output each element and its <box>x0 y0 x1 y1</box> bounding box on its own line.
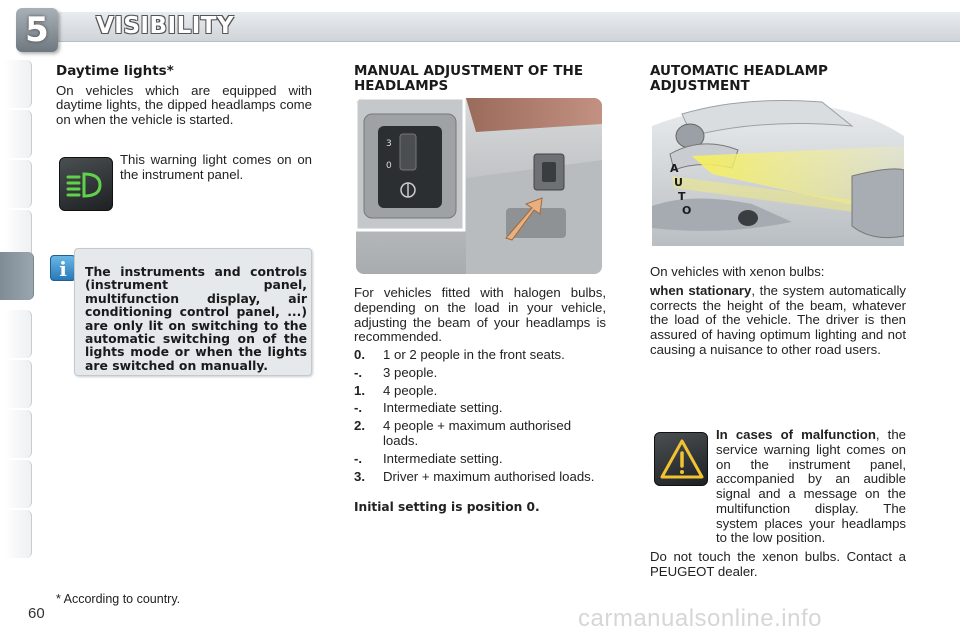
info-icon: i <box>50 255 76 281</box>
chapter-tab[interactable] <box>4 360 32 408</box>
stationary-text: , the system automatically corrects the height of the beam, whatever the load of the vehicle. The driver is then assured of having optimum lighting and not causing a nuisance to other road users. <box>650 282 906 357</box>
position-text: 3 people. <box>383 364 438 380</box>
dial-label-0: 0 <box>386 161 392 171</box>
daytime-lights-intro: On vehicles which are equipped with daytime lights, the dipped headlamps come on when the vehicle is started. <box>56 82 312 128</box>
manual-adjustment-heading: MANUAL ADJUSTMENT OF THE HEADLAMPS <box>354 63 584 94</box>
position-item <box>354 401 606 416</box>
manual-adjustment-body <box>354 286 606 487</box>
automatic-adjustment-section <box>650 64 906 93</box>
chapter-tabs <box>0 60 34 580</box>
chapter-tab[interactable] <box>4 510 32 558</box>
xenon-intro: On vehicles with xenon bulbs: <box>650 264 825 279</box>
position-item <box>354 470 606 485</box>
auto-letter: T <box>678 190 686 203</box>
chapter-tab[interactable] <box>4 210 32 258</box>
headlamp-adjuster-photo <box>356 98 602 274</box>
automatic-adjustment-heading: AUTOMATIC HEADLAMP ADJUSTMENT <box>650 63 828 94</box>
daytime-lights-icon <box>59 157 113 211</box>
chapter-tab[interactable] <box>4 60 32 108</box>
position-item <box>354 366 606 381</box>
page-header <box>0 0 960 50</box>
position-item <box>354 384 606 399</box>
position-text: Driver + maximum authorised loads. <box>383 468 595 484</box>
position-number: -. <box>354 400 363 416</box>
initial-setting-note: Initial setting is position 0. <box>354 500 540 514</box>
xenon-section <box>650 265 906 358</box>
chapter-tab-active[interactable] <box>0 252 34 300</box>
malfunction-bold: In cases of malfunction <box>716 427 876 442</box>
auto-letter: A <box>670 162 679 175</box>
auto-letter: U <box>674 176 683 189</box>
info-text: The instruments and controls (instrument panel, multifunction display, air conditioning control panel, ...) are only lit on switching to the automatic switching on of the lights mode or when the lights are switched on manually. <box>85 264 307 373</box>
position-number: -. <box>354 364 363 380</box>
position-number: 0. <box>354 347 365 363</box>
page-number: 60 <box>28 605 45 622</box>
position-item <box>354 452 606 467</box>
dial-label-3: 3 <box>386 139 392 149</box>
service-warning-icon <box>654 432 708 486</box>
chapter-tab[interactable] <box>4 460 32 508</box>
watermark: carmanualsonline.info <box>578 605 822 632</box>
position-item <box>354 419 606 449</box>
position-text: Intermediate setting. <box>383 400 503 416</box>
daytime-lights-section <box>56 64 312 128</box>
position-item <box>354 348 606 363</box>
daytime-lights-heading: Daytime lights* <box>56 63 174 79</box>
xenon-warning: Do not touch the xenon bulbs. Contact a PEUGEOT dealer. <box>650 549 906 580</box>
stationary-paragraph <box>650 284 906 358</box>
position-list <box>354 348 606 484</box>
chapter-tab[interactable] <box>4 110 32 158</box>
chapter-tab[interactable] <box>4 410 32 458</box>
footnote: * According to country. <box>56 592 181 606</box>
malfunction-section <box>650 428 906 580</box>
daytime-lamp-text: This warning light comes on on the instrument panel. <box>120 152 312 182</box>
manual-adjustment-section <box>354 64 606 93</box>
position-text: 4 people + maximum authorised loads. <box>383 418 572 449</box>
stationary-bold: when stationary <box>650 282 752 298</box>
info-box <box>74 248 312 376</box>
malfunction-text: , the service warning light comes on on the instrument panel, accompanied by an audible signal and a message on the multifunction display. The system places your headlamps to the low position. <box>716 427 906 546</box>
chapter-number-badge: 5 <box>16 8 58 52</box>
auto-letter: O <box>682 204 692 217</box>
position-number: 3. <box>354 468 365 484</box>
manual-adjustment-intro: For vehicles fitted with halogen bulbs, depending on the load in your vehicle, adjusting the beam of your headlamps is recommended. <box>354 285 606 345</box>
car-headlamp-photo <box>652 96 904 256</box>
chapter-tab[interactable] <box>4 310 32 358</box>
chapter-tab[interactable] <box>4 160 32 208</box>
daytime-warning-lamp-row <box>56 153 312 213</box>
position-text: 1 or 2 people in the front seats. <box>383 347 565 363</box>
position-number: 1. <box>354 382 365 398</box>
position-number: 2. <box>354 418 365 434</box>
position-number: -. <box>354 450 363 466</box>
chapter-title: VISIBILITY <box>96 13 235 39</box>
position-text: 4 people. <box>383 382 438 398</box>
position-text: Intermediate setting. <box>383 450 503 466</box>
